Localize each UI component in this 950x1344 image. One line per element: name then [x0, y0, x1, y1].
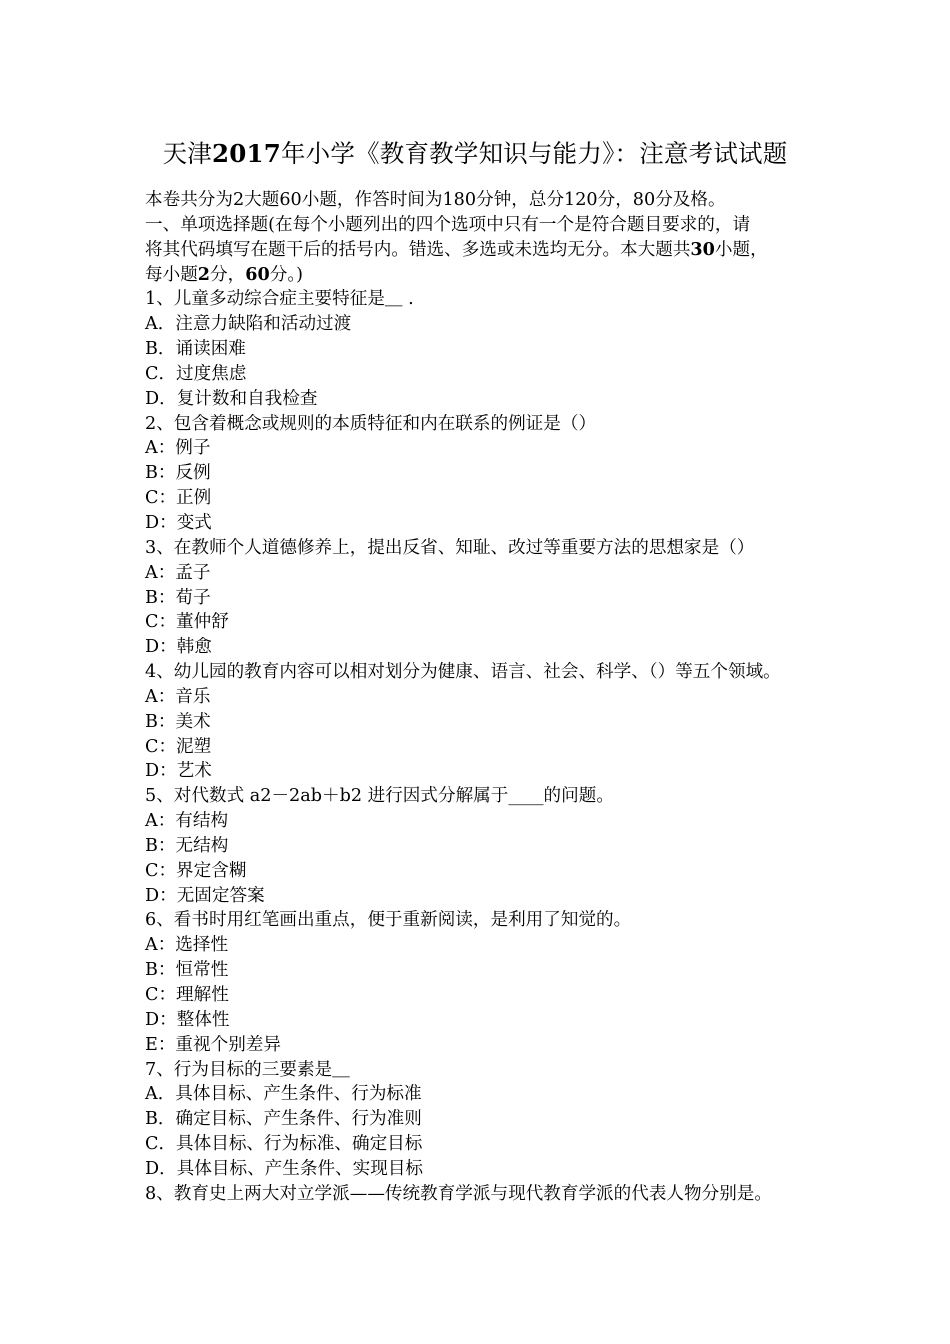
score-text-c: 分。) [269, 264, 303, 285]
question-stem: 1、儿童多动综合症主要特征是＿ . [145, 289, 414, 310]
question-option: B：反例 [145, 463, 211, 484]
question-option: B：无结构 [145, 835, 229, 856]
question-option: D：变式 [145, 512, 212, 533]
question-option: B：恒常性 [145, 960, 229, 981]
question-stem: 6、看书时用红笔画出重点，便于重新阅读，是利用了知觉的。 [145, 910, 632, 931]
question-stem: 7、行为目标的三要素是＿ [145, 1059, 350, 1080]
section-question-count: 30 [690, 238, 715, 260]
score-text-b: 分， [210, 264, 246, 285]
question-option: A：音乐 [145, 686, 211, 707]
intro-line: 本卷共分为2大题60小题，作答时间为180分钟，总分120分，80分及格。 [145, 190, 726, 210]
score-text-a: 每小题 [145, 264, 198, 285]
question-option: A：选择性 [145, 935, 229, 956]
section-score-line [145, 263, 815, 288]
question-option: A：有结构 [145, 811, 229, 832]
title-prefix: 天津 [162, 139, 212, 168]
section-heading-line: 一、单项选择题(在每个小题列出的四个选项中只有一个是符合题目要求的，请 [145, 214, 751, 235]
section-instructions-end: 小题， [714, 239, 768, 260]
question-option: E：重视个别差异 [145, 1034, 282, 1055]
question-option: B：荀子 [145, 587, 211, 608]
question-option: D：韩愈 [145, 637, 212, 658]
question-option: C．具体目标、行为标准、确定目标 [145, 1134, 423, 1155]
score-per-question: 2 [197, 263, 211, 285]
title-year: 2017 [211, 139, 281, 168]
question-option: C：理解性 [145, 985, 229, 1005]
document-body [145, 188, 815, 1207]
question-option: C：界定含糊 [145, 860, 247, 881]
question-stem: 5、对代数式 a2－2ab＋b2 进行因式分解属于____的问题。 [145, 786, 614, 807]
question-option: C：泥塑 [145, 736, 212, 757]
question-stem: 4、幼儿园的教育内容可以相对划分为健康、语言、社会、科学、（）等五个领域。 [145, 662, 781, 683]
question-option: B：美术 [145, 711, 211, 732]
question-option: A：孟子 [145, 562, 211, 583]
question-option: B．确定目标、产生条件、行为准则 [145, 1109, 422, 1130]
question-option: C．过度焦虑 [145, 363, 247, 384]
question-option: D：无固定答案 [145, 885, 265, 906]
section-instructions-line [145, 238, 815, 263]
score-total: 60 [245, 263, 270, 285]
question-list [145, 287, 815, 1206]
question-stem: 2、包含着概念或规则的本质特征和内在联系的例证是（） [145, 413, 597, 434]
title-suffix: 年小学《教育教学知识与能力》：注意考试试题 [280, 139, 788, 168]
question-option: D．复计数和自我检查 [145, 388, 318, 409]
section-instructions-text: 将其代码填写在题干后的括号内。错选、多选或未选均无分。本大题共 [145, 239, 691, 260]
question-option: A：例子 [145, 438, 211, 459]
question-option: A．注意力缺陷和活动过渡 [145, 314, 352, 335]
question-option: B．诵读困难 [145, 339, 246, 360]
question-stem: 8、教育史上两大对立学派——传统教育学派与现代教育学派的代表人物分别是。 [145, 1183, 772, 1204]
question-option: D：艺术 [145, 761, 212, 782]
question-option: D．具体目标、产生条件、实现目标 [145, 1158, 424, 1179]
question-stem: 3、在教师个人道德修养上，提出反省、知耻、改过等重要方法的思想家是（） [145, 537, 755, 558]
document-title [0, 138, 950, 170]
question-option: A．具体目标、产生条件、行为标准 [145, 1084, 422, 1105]
question-option: C：董仲舒 [145, 612, 229, 633]
question-option: C：正例 [145, 488, 212, 509]
question-option: D：整体性 [145, 1009, 230, 1030]
